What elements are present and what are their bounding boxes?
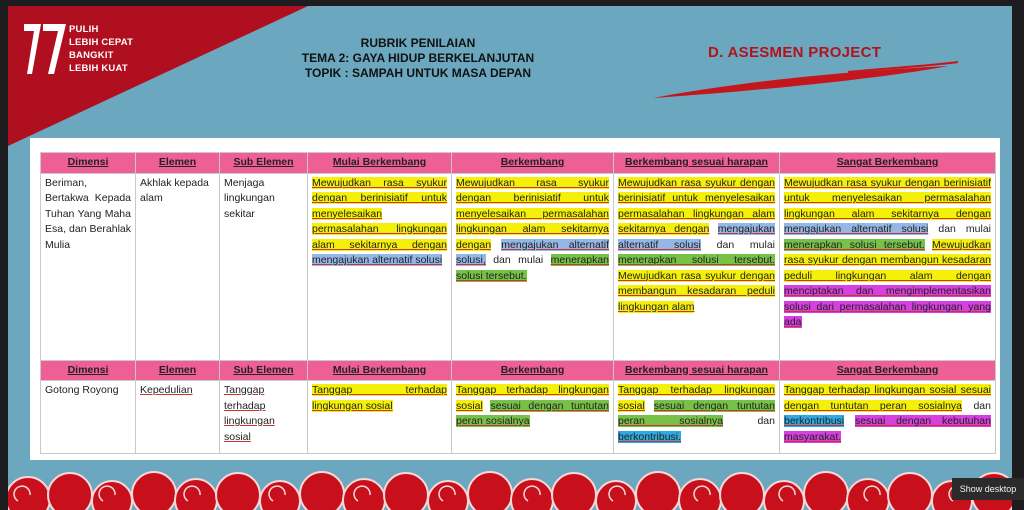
red-swoosh-decoration	[648, 58, 968, 102]
cell-sangat-berkembang: Tanggap terhadap lingkungan sosial sesuai dengan tuntutan peran sosialnya dan berkontribusi sesuai dengan kebutuhan masyarakat.	[780, 381, 996, 454]
table-row	[41, 381, 996, 454]
logo-text-1: PULIH	[69, 24, 99, 35]
logo-text-4: LEBIH KUAT	[69, 63, 128, 74]
col-header: Elemen	[136, 360, 220, 381]
col-header: Berkembang sesuai harapan	[614, 153, 780, 174]
col-header: Dimensi	[41, 360, 136, 381]
cell-berkembang-sesuai-harapan: Mewujudkan rasa syukur dengan berinisiatif untuk menyelesaikan permasalahan lingkungan alam sekitarnya dengan mengajukan alternatif solusi dan mulai menerapkan solusi tersebut. Mewujudkan rasa syukur dengan membangun kesadaran peduli lingkungan alam	[614, 173, 780, 360]
col-header: Elemen	[136, 153, 220, 174]
col-header: Sangat Berkembang	[780, 360, 996, 381]
col-header: Mulai Berkembang	[308, 360, 452, 381]
cell-elemen: Akhlak kepada alam	[136, 173, 220, 360]
logo-text-3: BANGKIT	[69, 50, 114, 61]
col-header: Berkembang sesuai harapan	[614, 360, 780, 381]
cell-dimensi: Beriman, Bertakwa Kepada Tuhan Yang Maha Esa, dan Berahlak Mulia	[41, 173, 136, 360]
cell-sangat-berkembang: Mewujudkan rasa syukur dengan berinisiatif untuk menyelesaikan permasalahan lingkungan alam sekitarnya dengan mengajukan alternatif solusi dan mulai menerapkan solusi tersebut. Mewujudkan rasa syukur dengan membangun kesadaran peduli lingkungan alam dengan menciptakan dan mengimplementasikan solusi dari permasalahan lingkungan yang ada	[780, 173, 996, 360]
header-row	[41, 360, 996, 381]
cell-berkembang: Tanggap terhadap lingkungan sosial sesuai dengan tuntutan peran sosialnya	[452, 381, 614, 454]
rubric-titles	[238, 36, 598, 81]
cell-berkembang: Mewujudkan rasa syukur dengan berinisiatif untuk menyelesaikan permasalahan lingkungan alam sekitarnya dengan mengajukan alternatif solusi, dan mulai menerapkan solusi tersebut.	[452, 173, 614, 360]
col-header: Dimensi	[41, 153, 136, 174]
cell-berkembang-sesuai-harapan: Tanggap terhadap lingkungan sosial sesuai dengan tuntutan peran sosialnya dan berkontribusi.	[614, 381, 780, 454]
cloud-pattern-decoration	[8, 461, 1012, 510]
cell-mulai-berkembang: Tanggap terhadap lingkungan sosial	[308, 381, 452, 454]
slide	[8, 6, 1012, 510]
topic-title: TOPIK : SAMPAH UNTUK MASA DEPAN	[304, 66, 532, 80]
col-header: Sangat Berkembang	[780, 153, 996, 174]
table-row	[41, 173, 996, 360]
cell-sub-elemen: Menjaga lingkungan sekitar	[220, 173, 308, 360]
theme-title: TEMA 2: GAYA HIDUP BERKELANJUTAN	[301, 51, 535, 65]
col-header: Mulai Berkembang	[308, 153, 452, 174]
col-header: Sub Elemen	[220, 153, 308, 174]
show-desktop-button[interactable]: Show desktop	[952, 478, 1024, 500]
rubric-document	[30, 138, 1000, 460]
cell-dimensi: Gotong Royong	[41, 381, 136, 454]
rubric-title: RUBRIK PENILAIAN	[360, 36, 476, 50]
header-row	[41, 153, 996, 174]
col-header: Sub Elemen	[220, 360, 308, 381]
col-header: Berkembang	[452, 153, 614, 174]
logo-text-2: LEBIH CEPAT	[69, 37, 134, 48]
logo-77-icon	[23, 22, 67, 76]
cell-elemen: Kepedulian	[136, 381, 220, 454]
rubric-table	[40, 152, 996, 454]
col-header: Berkembang	[452, 360, 614, 381]
cell-mulai-berkembang: Mewujudkan rasa syukur dengan berinisiatif untuk menyelesaikan permasalahan lingkungan alam sekitarnya dengan mengajukan alternatif solusi	[308, 173, 452, 360]
cell-sub-elemen: Tanggap terhadap lingkungan sosial	[220, 381, 308, 454]
project-heading: D. ASESMEN PROJECT	[708, 44, 882, 61]
